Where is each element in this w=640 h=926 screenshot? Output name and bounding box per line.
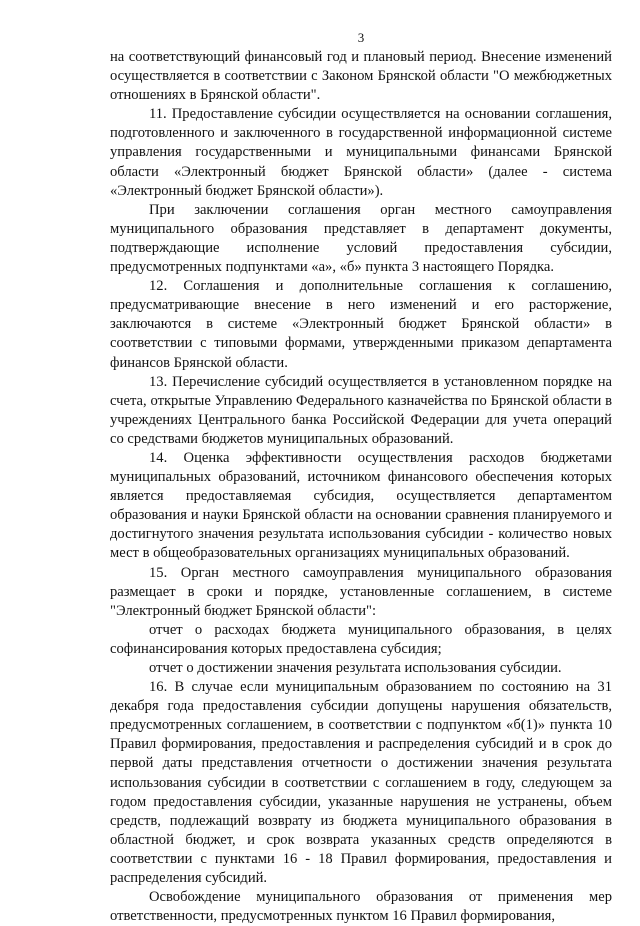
paragraph-continuation: на соответствующий финансовый год и плановый период. Внесение изменений осуществляется в соответствии с Законом Брянской области "О межбюджетных отношениях в Брянской области". xyxy=(110,49,612,104)
paragraph-15: 15. Орган местного самоуправления муниципального образования размещает в сроки и порядке, установленные соглашением, в системе "Электронный бюджет Брянской области": xyxy=(110,564,612,619)
paragraph-16-exemption: Освобождение муниципального образования от применения мер ответственности, предусмотренных пунктом 16 Правил формирования, xyxy=(110,889,612,925)
page-number: 3 xyxy=(357,30,365,45)
paragraph-11: 11. Предоставление субсидии осуществляется на основании соглашения, подготовленного и заключенного в государственной информационной системе управления государственными и муниципальными финансами Брянской области «Электронный бюджет Брянской области» (далее - система «Электронный бюджет Брянской области»). xyxy=(110,106,612,199)
paragraph-15-report-result: отчет о достижении значения результата использования субсидии. xyxy=(149,660,562,676)
document-body xyxy=(110,48,612,926)
paragraph-14: 14. Оценка эффективности осуществления расходов бюджетами муниципальных образований, источником финансового обеспечения которых является предоставляемая субсидия, осуществляется департаментом образования и науки Брянской области на основании сравнения планируемого и достигнутого значения результата использования субсидии - количество новых мест в общеобразовательных организациях муниципальных образований. xyxy=(110,449,612,562)
paragraph-16: 16. В случае если муниципальным образованием по состоянию на 31 декабря года предоставления субсидии допущены нарушения обязательств, предусмотренных соглашением, в соответствии с подпунктом «б(1)» пункта 10 Правил формирования, предоставления и распределения субсидий и в срок до первой даты представления отчетности о достижении значения результата использования субсидии в соответствии с соглашением в году, следующем за годом предоставления субсидии, указанные нарушения не устранены, объем средств, подлежащий возврату из бюджета муниципального образования в областной бюджет, и срок возврата указанных средств определяются в соответствии с пунктами 16 - 18 Правил формирования, предоставления и распределения субсидий. xyxy=(110,679,612,887)
paragraph-13: 13. Перечисление субсидий осуществляется в установленном порядке на счета, открытые Управлению Федерального казначейства по Брянской области в учреждениях Центрального банка Российской Федерации для учета операций со средствами бюджетов муниципальных образований. xyxy=(110,373,612,447)
paragraph-15-report-expenses: отчет о расходах бюджета муниципального образования, в целях софинансирования которых предоставлена субсидия; xyxy=(110,621,612,657)
paragraph-12: 12. Соглашения и дополнительные соглашения к соглашению, предусматривающие внесение в него изменений и его расторжение, заключаются в системе «Электронный бюджет Брянской области» в соответствии с типовыми формами, утвержденными приказом департамента финансов Брянской области. xyxy=(110,278,612,371)
paragraph-11-agreement: При заключении соглашения орган местного самоуправления муниципального образования представляет в департамент документы, подтверждающие исполнение условий предоставления субсидии, предусмотренных подпунктами «а», «б» пункта 3 настоящего Порядка. xyxy=(110,201,612,276)
